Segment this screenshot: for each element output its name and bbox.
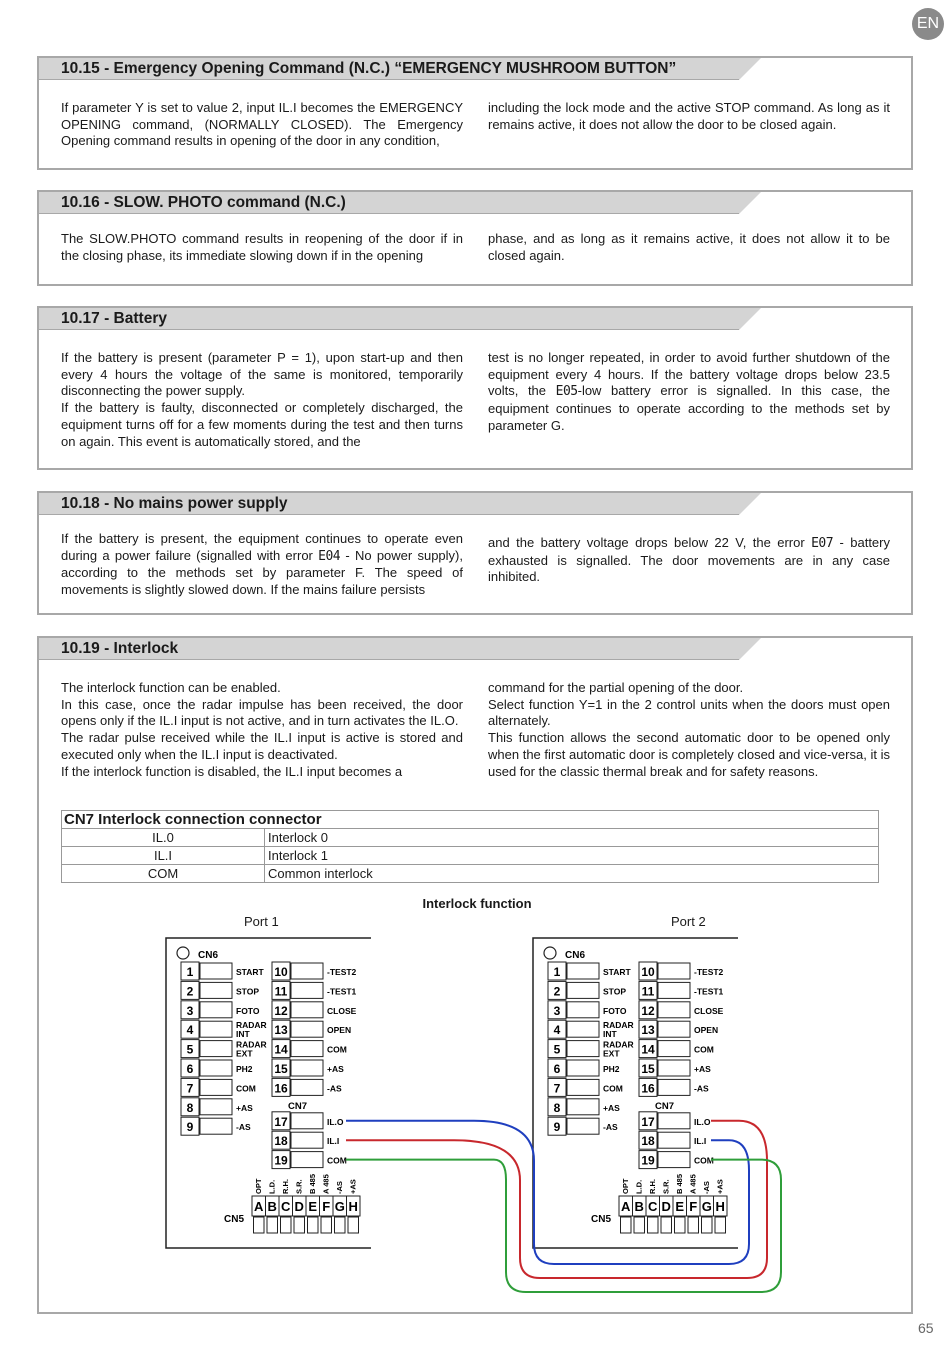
section-title: 10.16 - SLOW. PHOTO command (N.C.) — [39, 192, 739, 214]
cn5-terminal — [675, 1217, 686, 1233]
cn5-letter: A — [254, 1199, 264, 1214]
pin-number: 10 — [274, 965, 288, 979]
text-run: If the battery is present, the equipment continues to operate even during a power failure (signalled with error — [61, 531, 463, 563]
terminal-screw — [200, 1002, 232, 1018]
pin-number: 12 — [641, 1003, 655, 1018]
pin-number: 14 — [274, 1042, 288, 1057]
cn5-pin-label: OPT — [254, 1178, 263, 1194]
terminal-screw — [658, 1041, 690, 1057]
paragraph: If the battery is present (parameter P = 1), upon start-up and then every 4 hours the voltage of the same is monitored, temporarily disconnecting the power supply. — [61, 350, 463, 399]
pin-number: 1 — [186, 965, 194, 979]
table-title: CN7 Interlock connection connector — [62, 811, 879, 829]
cn5-letter: G — [701, 1199, 712, 1214]
terminal-label: CLOSE — [327, 1005, 357, 1016]
text-column-left — [61, 531, 463, 599]
terminal-label: FOTO — [603, 1005, 627, 1016]
cn5-pin-label: +AS — [715, 1179, 725, 1194]
cn6-label: CN6 — [198, 950, 219, 961]
terminal-label: -TEST1 — [694, 986, 724, 997]
paragraph: The radar pulse received while the IL.I input is active is stored and executed only when the IL.I input is deactivated. — [61, 730, 463, 762]
terminal-label: PH2 — [603, 1064, 620, 1074]
pin-number: 4 — [186, 1023, 194, 1038]
section-10-17 — [37, 306, 913, 470]
terminal-label: -AS — [236, 1122, 251, 1133]
terminal-label: EXT — [236, 1048, 253, 1059]
terminal-label: START — [236, 967, 264, 977]
pin-number: 5 — [553, 1042, 561, 1057]
terminal-label: INT — [236, 1029, 250, 1040]
table-cell-desc: Interlock 0 — [265, 829, 879, 847]
cn5-label: CN5 — [224, 1214, 245, 1225]
terminal-screw — [567, 963, 599, 979]
terminal-screw — [291, 1002, 323, 1018]
terminal-screw — [291, 1060, 323, 1076]
cn5-letter: B — [634, 1199, 644, 1214]
cn5-terminal — [335, 1217, 346, 1233]
terminal-screw — [658, 982, 690, 998]
cn5-terminal — [294, 1217, 305, 1233]
cn5-terminal — [621, 1217, 632, 1233]
table-cell-desc: Interlock 1 — [265, 847, 879, 865]
cn6-label: CN6 — [565, 950, 586, 961]
paragraph: If the battery is faulty, disconnected or completely discharged, the equipment turns off for a few moments during the test and then turns on again. This event is automatically stored, and the — [61, 400, 463, 449]
error-code-e05: E05 — [555, 384, 578, 400]
section-title: 10.18 - No mains power supply — [39, 493, 739, 515]
terminal-screw — [291, 982, 323, 998]
terminal-label: -TEST2 — [694, 967, 724, 977]
language-badge: EN — [912, 8, 944, 40]
cn5-pin-label: R.H. — [648, 1179, 657, 1194]
pin-number: 18 — [274, 1134, 288, 1149]
terminal-label: INT — [603, 1029, 617, 1040]
terminal-screw — [658, 963, 690, 979]
terminal-label: COM — [603, 1083, 623, 1094]
section-title: 10.17 - Battery — [39, 308, 739, 330]
terminal-screw — [567, 1041, 599, 1057]
text-run: -low battery error is signalled. In this case, the equipment continues to operate according to the methods set by parameter G. — [488, 383, 890, 433]
cn5-letter: E — [675, 1199, 685, 1214]
terminal-label: RADAR — [603, 1039, 634, 1050]
table-cell-pin: COM — [62, 865, 265, 883]
pin-number: 3 — [186, 1003, 194, 1018]
terminal-label: OPEN — [327, 1025, 352, 1036]
terminal-screw — [200, 1021, 232, 1037]
text-column-right — [488, 350, 890, 435]
text-column-right: including the lock mode and the active STOP command. As long as it remains active, it does not allow the door to be closed again. — [488, 100, 890, 132]
text-run: and the battery voltage drops below 22 V, the error — [488, 535, 812, 550]
error-code-e07: E07 — [811, 536, 834, 551]
terminal-screw — [291, 963, 323, 979]
terminal-label: +AS — [603, 1102, 620, 1113]
pin-number: 11 — [641, 984, 655, 999]
cn5-terminal — [715, 1217, 726, 1233]
cn5-terminal — [267, 1217, 278, 1233]
terminal-screw — [658, 1021, 690, 1037]
section-10-15 — [37, 56, 913, 170]
terminal-screw — [567, 1079, 599, 1095]
terminal-label: FOTO — [236, 1005, 260, 1016]
terminal-screw — [200, 982, 232, 998]
pin-number: 6 — [553, 1062, 561, 1076]
terminal-label: -TEST2 — [327, 967, 357, 977]
cn7-label: CN7 — [288, 1100, 308, 1112]
cn5-terminal — [348, 1217, 359, 1233]
terminal-screw — [658, 1132, 690, 1148]
terminal-label: RADAR — [236, 1020, 267, 1031]
section-title: 10.19 - Interlock — [39, 638, 739, 660]
terminal-label: EXT — [603, 1048, 620, 1059]
terminal-screw — [200, 1118, 232, 1134]
terminal-screw — [200, 963, 232, 979]
table-cell-pin: IL.I — [62, 847, 265, 865]
cn5-pin-label: A 485 — [688, 1174, 698, 1194]
cn5-pin-label: S.R. — [661, 1179, 671, 1194]
cn5-pin-label: L.D. — [267, 1179, 277, 1194]
cn5-letter: F — [689, 1199, 698, 1214]
text-run: - No power supply), according to the methods set by parameter F. The speed of movements is slightly slowed down. If the mains failure persists — [61, 547, 463, 598]
terminal-label: OPEN — [694, 1025, 719, 1036]
terminal-screw — [291, 1113, 323, 1129]
port-1-label: Port 1 — [244, 914, 279, 929]
paragraph: In this case, once the radar impulse has been received, the door opens only if the IL.I input is not active, and in turn activates the IL.O. — [61, 696, 463, 729]
pin-number: 16 — [641, 1081, 655, 1096]
pin-number: 5 — [186, 1042, 194, 1057]
paragraph: command for the partial opening of the door. — [488, 680, 744, 695]
text-column-left: If parameter Y is set to value 2, input IL.I becomes the EMERGENCY OPENING command, (NORMALLY CLOSED). The Emergency Opening command results in opening of the door in any condition, — [61, 100, 463, 149]
pin-number: 9 — [186, 1120, 194, 1135]
cn5-letter: C — [281, 1199, 291, 1214]
section-title: 10.15 - Emergency Opening Command (N.C.) “EMERGENCY MUSHROOM BUTTON” — [39, 58, 739, 80]
terminal-label: -TEST1 — [327, 986, 357, 997]
terminal-label: RADAR — [603, 1020, 634, 1031]
terminal-label: +AS — [236, 1102, 253, 1113]
terminal-label: COM — [694, 1155, 714, 1166]
pin-number: 13 — [641, 1023, 655, 1038]
text-column-left: The SLOW.PHOTO command results in reopening of the door if in the closing phase, its immediate slowing down if in the opening — [61, 231, 463, 263]
table-cell-desc: Common interlock — [265, 865, 879, 883]
paragraph: If the interlock function is disabled, the IL.I input becomes a — [61, 763, 403, 779]
terminal-label: CLOSE — [694, 1005, 724, 1016]
terminal-screw — [291, 1021, 323, 1037]
cn5-label: CN5 — [591, 1214, 612, 1225]
cn5-pin-label: A 485 — [321, 1174, 331, 1194]
pin-number: 8 — [553, 1100, 561, 1115]
cn5-terminal — [648, 1217, 659, 1233]
mounting-hole-icon — [544, 947, 556, 959]
terminal-label: +AS — [694, 1064, 711, 1074]
terminal-label: IL.O — [327, 1116, 344, 1127]
terminal-screw — [567, 1002, 599, 1018]
terminal-label: +AS — [327, 1064, 344, 1074]
cn5-terminal — [281, 1217, 292, 1233]
terminal-screw — [291, 1041, 323, 1057]
pin-number: 7 — [186, 1081, 194, 1096]
terminal-screw — [200, 1079, 232, 1095]
pin-number: 17 — [641, 1114, 655, 1129]
terminal-label: IL.I — [694, 1136, 707, 1147]
text-run: test is no longer repeated, in order to avoid further shutdown of the equipment every 4 hours. If the battery voltage drops below 23.5 volts, the — [488, 350, 890, 399]
paragraph: Select function Y=1 in the 2 control units when the doors must open alternately. — [488, 696, 890, 729]
cn5-pin-label: OPT — [621, 1178, 630, 1194]
text-column-right: phase, and as long as it remains active, it does not allow it to be closed again. — [488, 231, 890, 263]
table-cell-pin: IL.0 — [62, 829, 265, 847]
terminal-label: -AS — [327, 1083, 342, 1094]
cn5-pin-label: +AS — [348, 1179, 358, 1194]
pin-number: 15 — [641, 1062, 655, 1076]
error-code-e04: E04 — [318, 548, 341, 564]
cn5-pin-label: -AS — [335, 1181, 344, 1194]
pin-number: 1 — [553, 965, 561, 979]
pin-number: 14 — [641, 1042, 655, 1057]
terminal-screw — [200, 1060, 232, 1076]
pin-number: 7 — [553, 1081, 561, 1096]
terminal-screw — [291, 1132, 323, 1148]
cn5-letter: F — [322, 1199, 331, 1214]
cn5-pin-label: -AS — [702, 1181, 711, 1194]
pin-number: 15 — [274, 1062, 288, 1076]
page-number: 65 — [918, 1320, 934, 1336]
cn5-letter: A — [621, 1199, 631, 1214]
cn5-terminal — [321, 1217, 332, 1233]
cn5-terminal — [634, 1217, 645, 1233]
terminal-screw — [658, 1002, 690, 1018]
terminal-screw — [200, 1041, 232, 1057]
pin-number: 12 — [274, 1003, 288, 1018]
pin-number: 18 — [641, 1134, 655, 1149]
section-10-16 — [37, 190, 913, 286]
cn5-letter: G — [334, 1199, 345, 1214]
paragraph: This function allows the second automatic door to be opened only when the first automatic door is completely closed and vice-versa, it is used for the classic thermal break and for safety reasons. — [488, 730, 890, 779]
terminal-screw — [658, 1113, 690, 1129]
terminal-label: STOP — [603, 986, 626, 997]
terminal-label: COM — [327, 1044, 347, 1055]
cn5-letter: H — [715, 1199, 725, 1214]
pin-number: 8 — [186, 1100, 194, 1115]
cn5-letter: D — [661, 1199, 671, 1214]
cn5-letter: B — [267, 1199, 277, 1214]
pin-number: 2 — [553, 984, 561, 999]
terminal-screw — [567, 982, 599, 998]
terminal-label: START — [603, 967, 631, 977]
cn5-terminal — [661, 1217, 672, 1233]
terminal-label: COM — [236, 1083, 256, 1094]
cn5-letter: C — [648, 1199, 658, 1214]
terminal-label: -AS — [603, 1122, 618, 1133]
cn5-pin-label: B 485 — [675, 1173, 684, 1194]
cn5-pin-label: R.H. — [281, 1179, 290, 1194]
terminal-screw — [567, 1118, 599, 1134]
terminal-screw — [200, 1099, 232, 1115]
pin-number: 9 — [553, 1120, 561, 1135]
terminal-screw — [567, 1099, 599, 1115]
terminal-screw — [567, 1060, 599, 1076]
pin-number: 19 — [641, 1153, 655, 1168]
terminal-screw — [291, 1152, 323, 1168]
section-10-19 — [37, 636, 913, 1314]
text-column-right — [488, 535, 890, 586]
cn5-terminal — [254, 1217, 265, 1233]
terminal-label: IL.O — [694, 1116, 711, 1127]
pin-number: 13 — [274, 1023, 288, 1038]
text-column-left — [61, 350, 463, 450]
mounting-hole-icon — [177, 947, 189, 959]
pin-number: 3 — [553, 1003, 561, 1018]
terminal-screw — [567, 1021, 599, 1037]
paragraph: The interlock function can be enabled. — [61, 680, 281, 695]
cn7-label: CN7 — [655, 1100, 675, 1112]
cn5-terminal — [702, 1217, 713, 1233]
terminal-label: PH2 — [236, 1064, 253, 1074]
pin-number: 2 — [186, 984, 194, 999]
interlock-wiring-diagram — [39, 638, 915, 1316]
cn5-pin-label: S.R. — [294, 1179, 304, 1194]
cn5-terminal — [308, 1217, 319, 1233]
terminal-label: RADAR — [236, 1039, 267, 1050]
terminal-label: COM — [327, 1155, 347, 1166]
terminal-label: IL.I — [327, 1136, 340, 1147]
pin-number: 11 — [274, 984, 288, 999]
cn5-letter: E — [308, 1199, 318, 1214]
pin-number: 6 — [186, 1062, 194, 1076]
diagram-title: Interlock function — [422, 896, 532, 911]
terminal-screw — [291, 1079, 323, 1095]
cn5-terminal — [688, 1217, 699, 1233]
pin-number: 16 — [274, 1081, 288, 1096]
pin-number: 17 — [274, 1114, 288, 1129]
pin-number: 4 — [553, 1023, 561, 1038]
terminal-screw — [658, 1079, 690, 1095]
terminal-label: COM — [694, 1044, 714, 1055]
cn5-pin-label: L.D. — [634, 1179, 644, 1194]
cn5-letter: H — [348, 1199, 358, 1214]
pin-number: 10 — [641, 965, 655, 979]
cn5-pin-label: B 485 — [308, 1173, 317, 1194]
port-2-label: Port 2 — [671, 914, 706, 929]
section-10-18 — [37, 491, 913, 615]
terminal-label: STOP — [236, 986, 259, 997]
text-run: - battery exhausted is signalled. The door movements are in any case inhibited. — [488, 535, 890, 585]
terminal-screw — [658, 1152, 690, 1168]
terminal-screw — [658, 1060, 690, 1076]
pin-number: 19 — [274, 1153, 288, 1168]
cn5-letter: D — [294, 1199, 304, 1214]
terminal-label: -AS — [694, 1083, 709, 1094]
